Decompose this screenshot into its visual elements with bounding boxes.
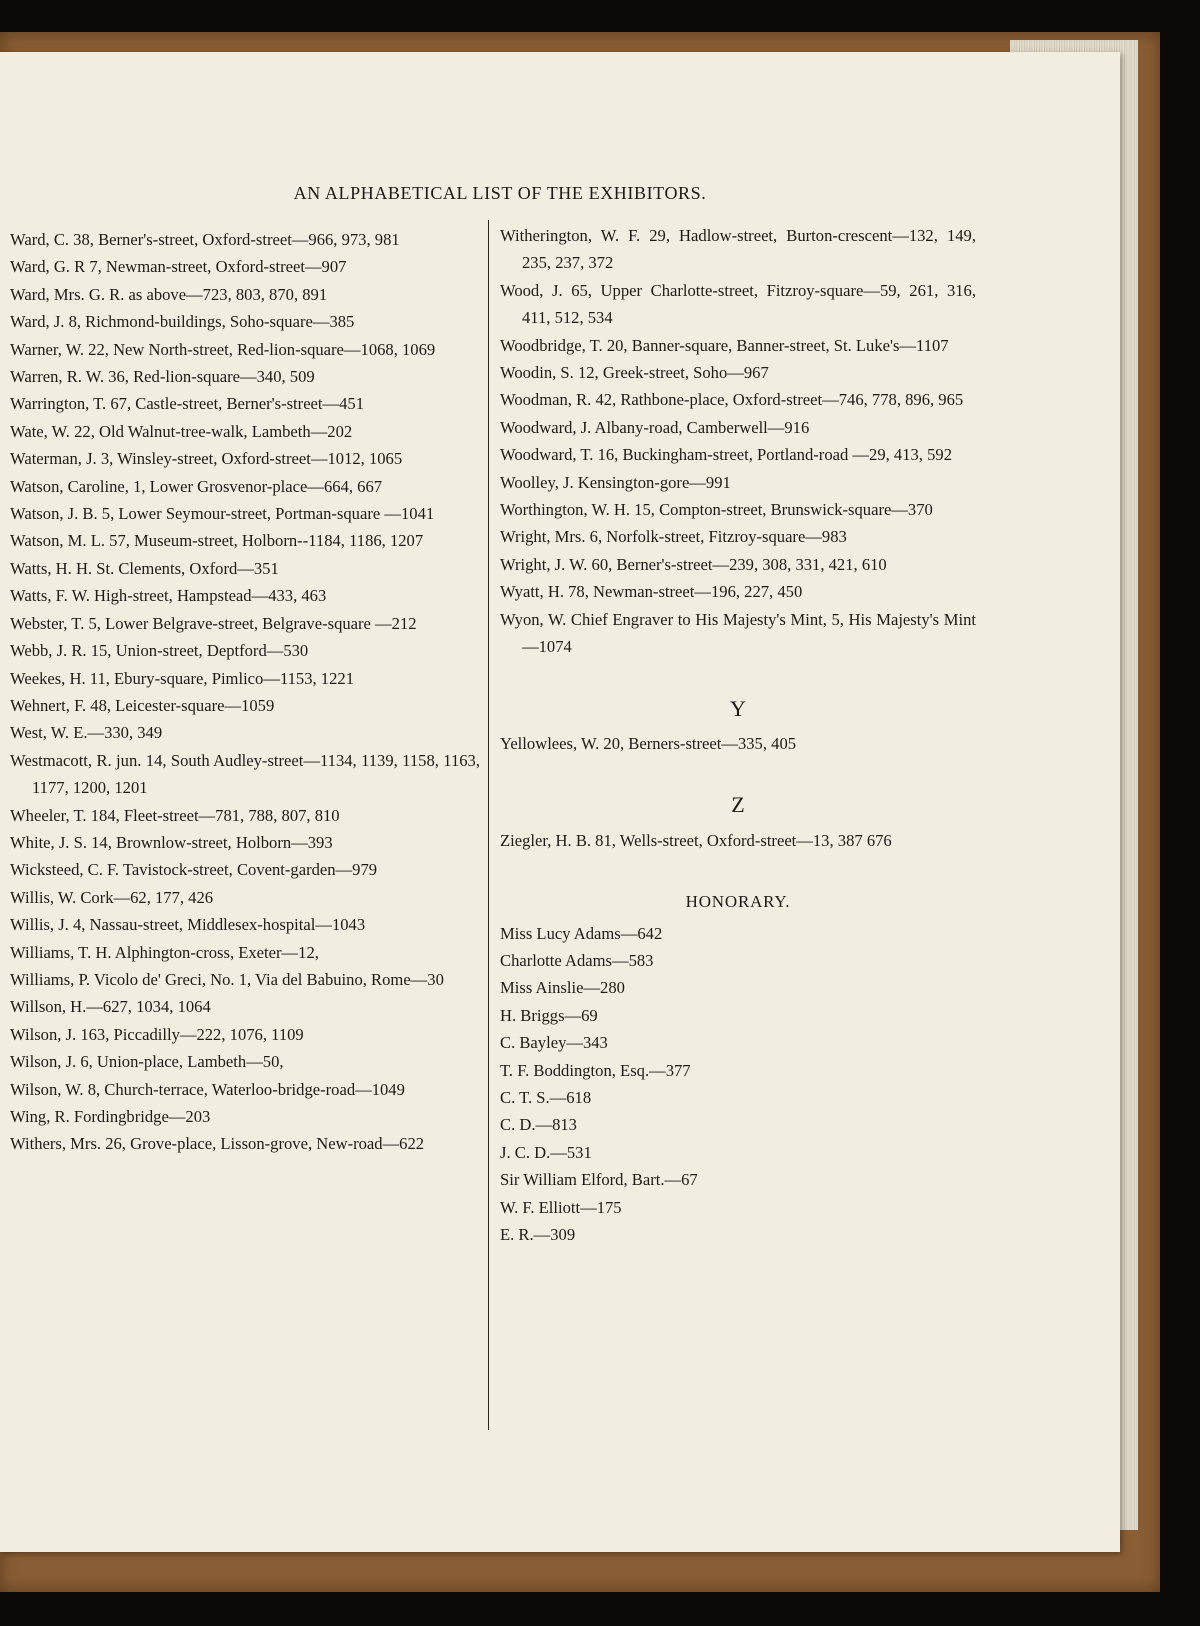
exhibitor-entry: Warrington, T. 67, Castle-street, Berner's-street—451 [10,394,365,414]
exhibitor-entry: Witherington, W. F. 29, Hadlow-street, Burton-crescent—132, 149, 235, 237, 372 [500,226,976,273]
honorary-entry: J. C. D.—531 [500,1142,592,1162]
exhibitor-entry: Yellowlees, W. 20, Berners-street—335, 405 [500,733,797,753]
exhibitor-entry: Webster, T. 5, Lower Belgrave-street, Belgrave-square —212 [10,613,417,633]
exhibitor-entry: Worthington, W. H. 15, Compton-street, Brunswick-square—370 [500,500,933,520]
exhibitor-entry: Warren, R. W. 36, Red-lion-square—340, 509 [10,367,315,387]
exhibitor-entry: Wright, Mrs. 6, Norfolk-street, Fitzroy-square—983 [500,527,847,547]
exhibitor-entry: Wate, W. 22, Old Walnut-tree-walk, Lambeth—202 [10,421,353,441]
right-column [500,222,976,1248]
exhibitor-entry: Wright, J. W. 60, Berner's-street—239, 308, 331, 421, 610 [500,554,887,574]
exhibitor-entry: Wilson, W. 8, Church-terrace, Waterloo-bridge-road—1049 [10,1079,405,1099]
left-column [10,226,480,1158]
exhibitor-entry: Wyatt, H. 78, Newman-street—196, 227, 450 [500,582,803,602]
honorary-entry: C. Bayley—343 [500,1033,608,1053]
exhibitor-entry: Watson, Caroline, 1, Lower Grosvenor-place—664, 667 [10,476,383,496]
exhibitor-entry: Willis, J. 4, Nassau-street, Middlesex-hospital—1043 [10,915,366,935]
exhibitor-entry: Ward, G. R 7, Newman-street, Oxford-street—907 [10,257,347,277]
honorary-entries [500,920,976,1249]
exhibitor-entry: Willis, W. Cork—62, 177, 426 [10,887,214,907]
exhibitor-entry: Williams, P. Vicolo de' Greci, No. 1, Via del Babuino, Rome—30 [10,969,444,989]
exhibitor-entry: Willson, H.—627, 1034, 1064 [10,997,211,1017]
exhibitor-entry: Watson, M. L. 57, Museum-street, Holborn--1184, 1186, 1207 [10,531,424,551]
honorary-entry: Charlotte Adams—583 [500,950,654,970]
honorary-entry: C. D.—813 [500,1115,577,1135]
exhibitor-entry: Westmacott, R. jun. 14, South Audley-street—1134, 1139, 1158, 1163, 1177, 1200, 1201 [10,750,480,798]
section-y-entries [500,730,976,757]
honorary-entry: C. T. S.—618 [500,1087,592,1107]
exhibitor-entry: Watts, F. W. High-street, Hampstead—433, 463 [10,586,327,606]
column-divider [488,220,489,1430]
exhibitor-entry: Woodin, S. 12, Greek-street, Soho—967 [500,363,769,383]
exhibitor-entry: Watts, H. H. St. Clements, Oxford—351 [10,558,279,578]
exhibitor-entry: Wehnert, F. 48, Leicester-square—1059 [10,695,275,715]
exhibitor-entry: Wilson, J. 163, Piccadilly—222, 1076, 1109 [10,1024,304,1044]
honorary-entry: Sir William Elford, Bart.—67 [500,1170,698,1190]
exhibitor-entry: Wood, J. 65, Upper Charlotte-street, Fitzroy-square—59, 261, 316, 411, 512, 534 [500,280,976,328]
exhibitor-entry: Woodman, R. 42, Rathbone-place, Oxford-street—746, 778, 896, 965 [500,390,964,410]
exhibitor-entry: Weekes, H. 11, Ebury-square, Pimlico—1153, 1221 [10,668,354,688]
exhibitor-entry: Wyon, W. Chief Engraver to His Majesty's Mint, 5, His Majesty's Mint—1074 [500,609,976,657]
exhibitor-entry: Waterman, J. 3, Winsley-street, Oxford-street—1012, 1065 [10,449,403,469]
exhibitor-entry: Wing, R. Fordingbridge—203 [10,1107,211,1126]
honorary-entry: Miss Ainslie—280 [500,978,625,998]
exhibitor-entry: Woodward, T. 16, Buckingham-street, Portland-road —29, 413, 592 [500,445,952,465]
exhibitor-entry: Williams, T. H. Alphington-cross, Exeter—12, [10,942,319,962]
exhibitor-entry: Woodward, J. Albany-road, Camberwell—916 [500,417,810,437]
exhibitor-entry: Watson, J. B. 5, Lower Seymour-street, Portman-square —1041 [10,504,435,524]
exhibitor-entry: West, W. E.—330, 349 [10,723,163,743]
honorary-entry: W. F. Elliott—175 [500,1197,622,1217]
honorary-entry: T. F. Boddington, Esq.—377 [500,1060,691,1080]
honorary-entry: E. R.—309 [500,1225,576,1244]
section-z-entries [500,827,976,854]
exhibitor-entry: Ward, Mrs. G. R. as above—723, 803, 870, 891 [10,284,328,304]
exhibitor-entry: Ward, J. 8, Richmond-buildings, Soho-square—385 [10,312,355,332]
exhibitor-entry: Ziegler, H. B. 81, Wells-street, Oxford-street—13, 387 676 [500,830,892,850]
exhibitor-entry: Woolley, J. Kensington-gore—991 [500,472,731,492]
exhibitor-entry: Woodbridge, T. 20, Banner-square, Banner-street, St. Luke's—1107 [500,335,949,355]
exhibitor-entry: Warner, W. 22, New North-street, Red-lion-square—1068, 1069 [10,339,436,359]
page-title: AN ALPHABETICAL LIST OF THE EXHIBITORS. [293,183,707,203]
section-heading-y: Y [730,695,746,721]
exhibitor-entry: Ward, C. 38, Berner's-street, Oxford-street—966, 973, 981 [10,230,400,249]
exhibitor-entry: White, J. S. 14, Brownlow-street, Holborn—393 [10,832,333,852]
exhibitor-entry: Webb, J. R. 15, Union-street, Deptford—530 [10,641,309,661]
honorary-heading: HONORARY. [685,892,791,912]
exhibitor-entry: Wilson, J. 6, Union-place, Lambeth—50, [10,1052,284,1072]
section-heading-z: Z [731,792,745,818]
exhibitor-entry: Wheeler, T. 184, Fleet-street—781, 788, 807, 810 [10,805,340,825]
exhibitor-entry: Withers, Mrs. 26, Grove-place, Lisson-grove, New-road—622 [10,1134,425,1154]
right-entries [500,222,976,661]
honorary-entry: Miss Lucy Adams—642 [500,923,663,943]
honorary-entry: H. Briggs—69 [500,1005,598,1025]
exhibitor-entry: Wicksteed, C. F. Tavistock-street, Covent-garden—979 [10,860,378,880]
